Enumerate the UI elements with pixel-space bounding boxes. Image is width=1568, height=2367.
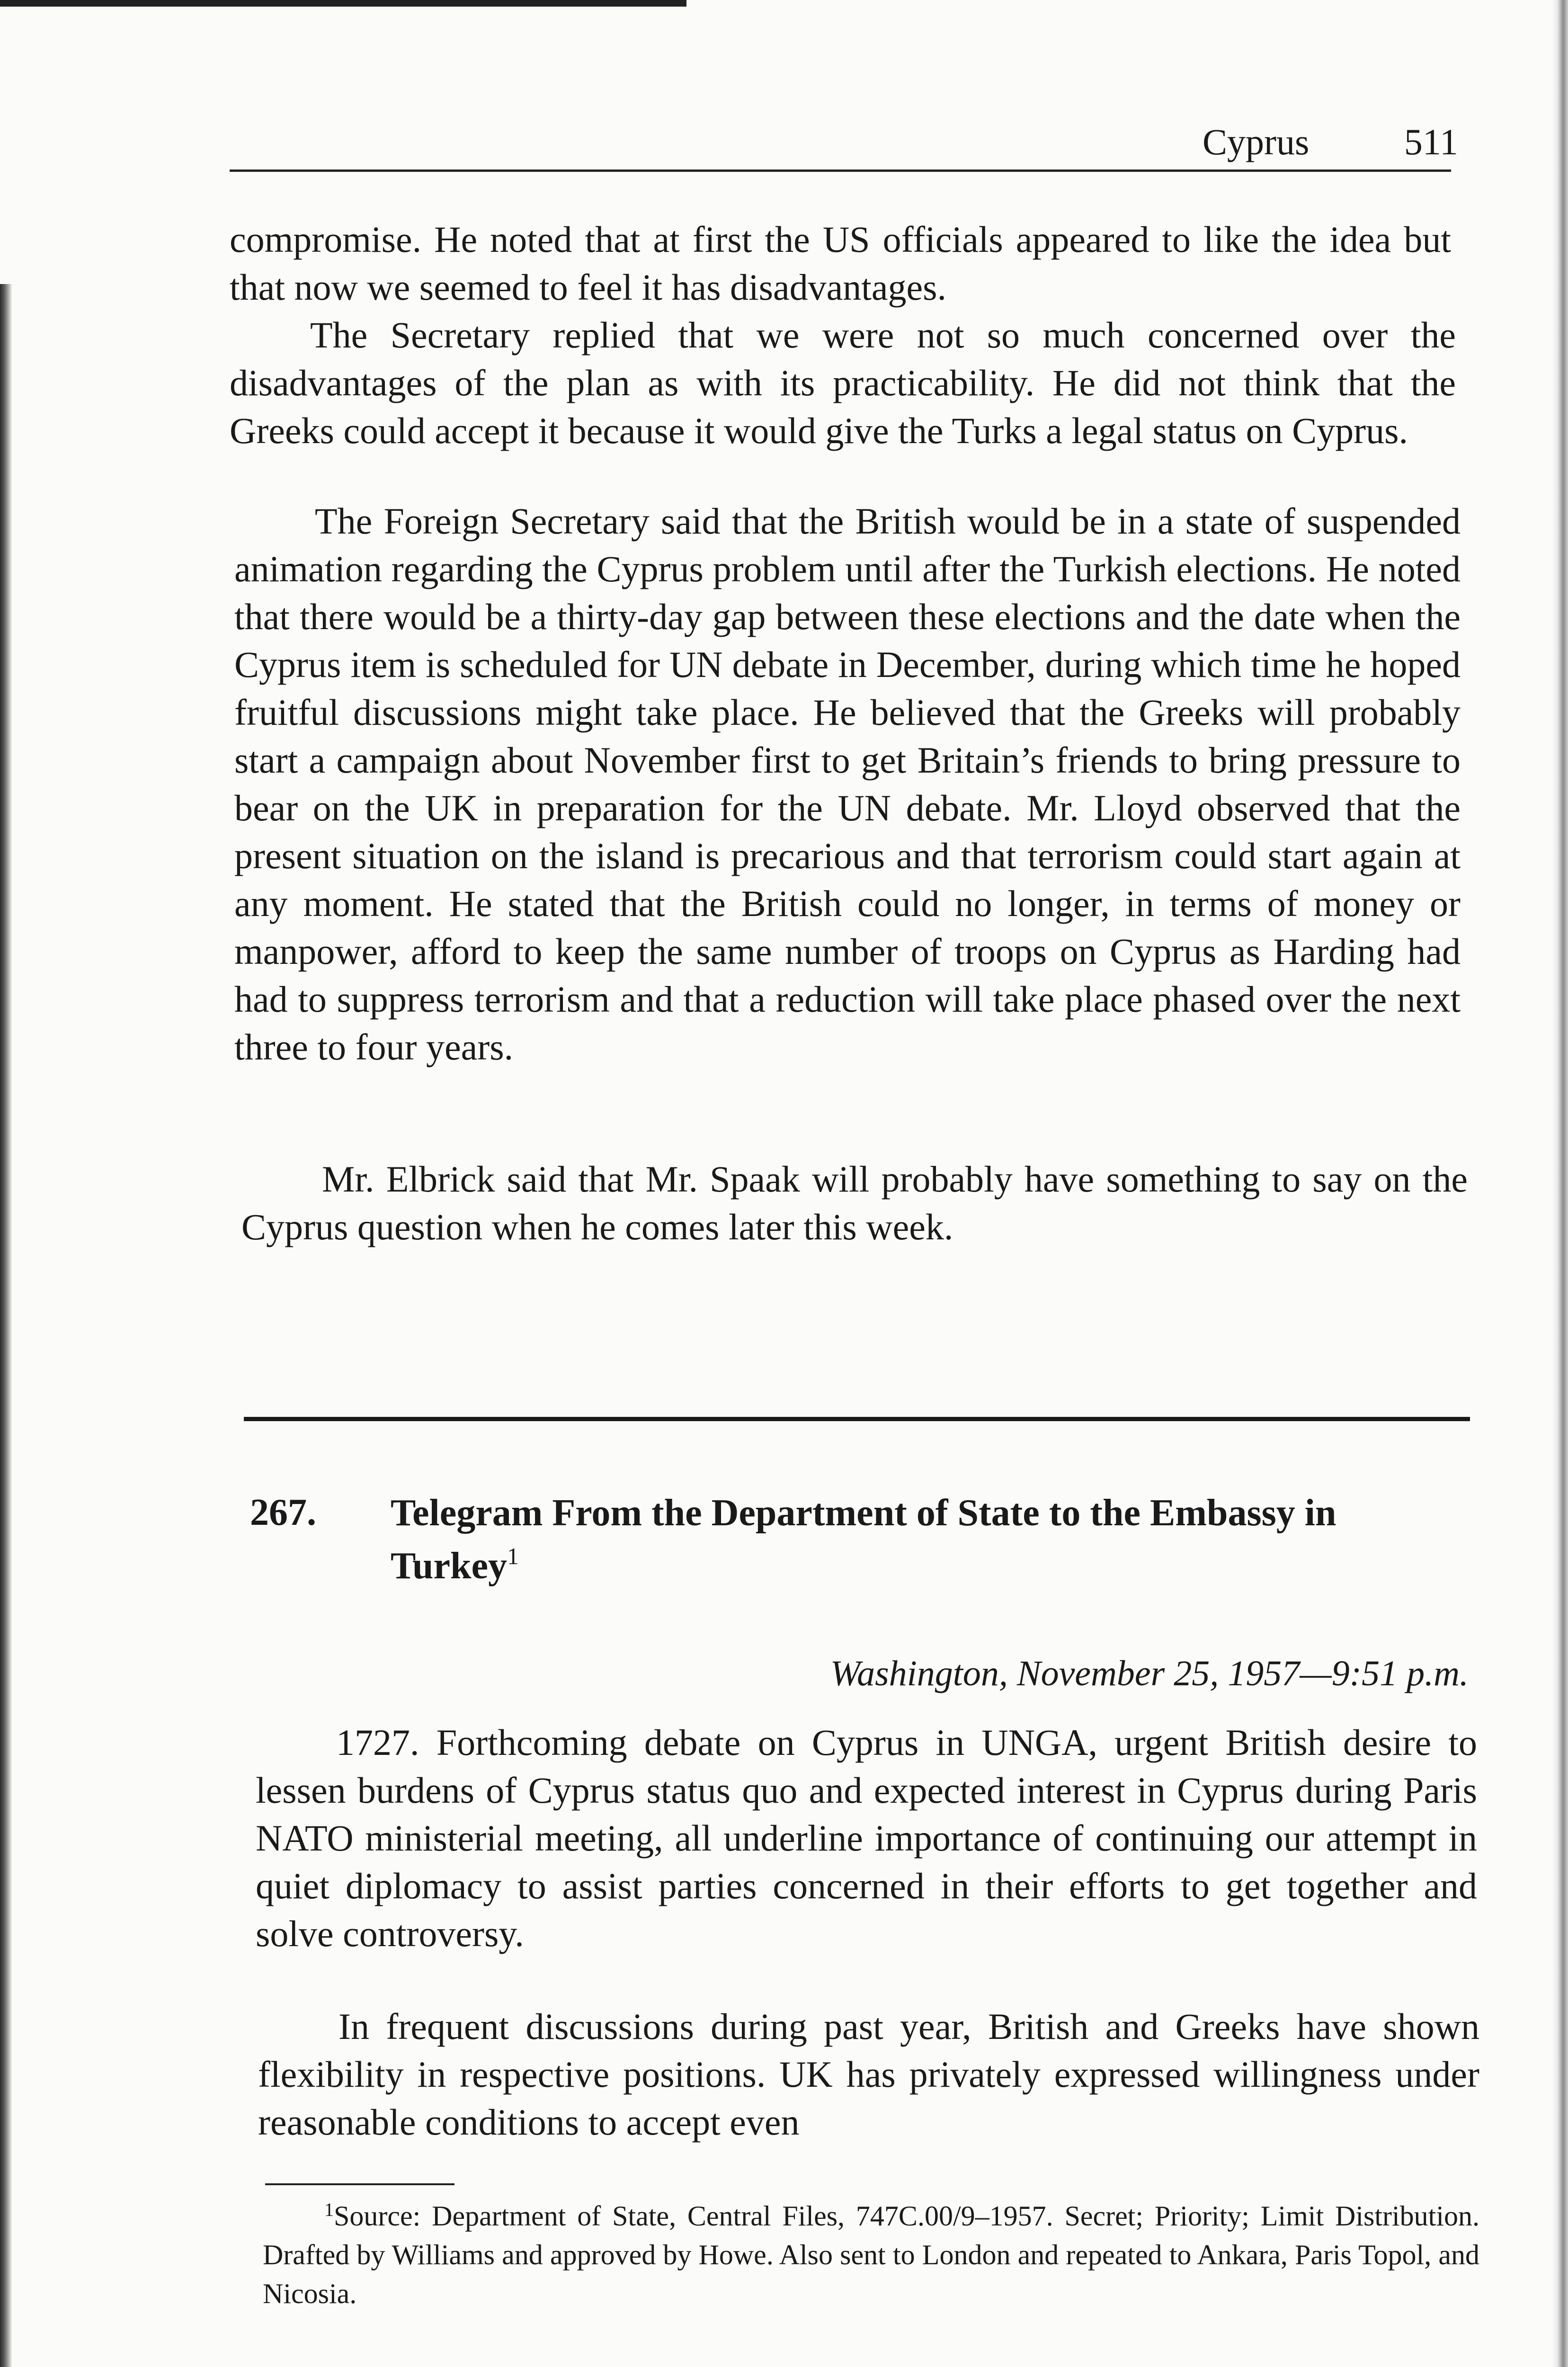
document-number: 267. [250,1492,316,1533]
footnote-ref: 1 [507,1543,519,1569]
section-divider [244,1417,1470,1421]
scan-edge-left [0,284,12,2367]
running-head-title: Cyprus [1203,121,1310,162]
page-number: 511 [1404,121,1458,162]
paragraph-secretary-reply: The Secretary replied that we were not so much concerned over the disadvantages of the plan as with its practicability. He did not think that the Greeks could accept it because it would give the Turks a legal status on Cyprus. [230,314,1456,451]
footnote [263,2197,1479,2313]
header-rule [230,169,1451,172]
scan-edge-top [0,0,686,7]
paragraph-discussions: In frequent discussions during past year, British and Greeks have shown flexibility in respective positions. UK has privately expressed willingness under reasonable conditions to accept even [258,2006,1479,2143]
document-title [391,1486,1470,1593]
footnote-text: Source: Department of State, Central Files, 747C.00/9–1957. Secret; Priority; Limit Distribution. Drafted by Williams and approved by Howe. Also sent to London and repeated to Ankara, Paris Topol, and Nicosia. [263,2200,1479,2309]
scan-edge-right [1552,0,1568,2367]
document-title-text: Telegram From the Department of State to the Embassy in Turkey [391,1492,1336,1587]
dateline: Washington, November 25, 1957—9:51 p.m. [830,1654,1469,1693]
paragraph-continued: compromise. He noted that at first the US officials appeared to like the idea but that now we seemed to feel it has disadvantages. [230,219,1451,308]
paragraph-foreign-secretary: The Foreign Secretary said that the British would be in a state of suspended animation regarding the Cyprus problem until after the Turkish elections. He noted that there would be a thirty-day gap between these elections and the date when the Cyprus item is scheduled for UN debate in December, during which time he hoped fruitful discussions might take place. He believed that the Greeks will probably start a campaign about November first to get Britain’s friends to bring pressure to bear on the UK in preparation for the UN debate. Mr. Lloyd observed that the present situation on the island is precarious and that terrorism could start again at any moment. He stated that the British could no longer, in terms of money or manpower, afford to keep the same number of troops on Cyprus as Harding had had to suppress terrorism and that a reduction will take place phased over the next three to four years. [234,500,1461,1068]
paragraph-elbrick: Mr. Elbrick said that Mr. Spaak will probably have something to say on the Cyprus question when he comes later this week. [241,1158,1468,1247]
footnote-rule [265,2183,454,2185]
paragraph-telegram-1727: 1727. Forthcoming debate on Cyprus in UNGA, urgent British desire to lessen burdens of Cyprus status quo and expected interest in Cyprus during Paris NATO ministerial meeting, all underline importance of continuing our attempt in quiet diplomacy to assist parties concerned in their efforts to get together and solve controversy. [256,1722,1477,1954]
running-head [1203,118,1458,166]
footnote-marker: 1 [324,2199,334,2220]
